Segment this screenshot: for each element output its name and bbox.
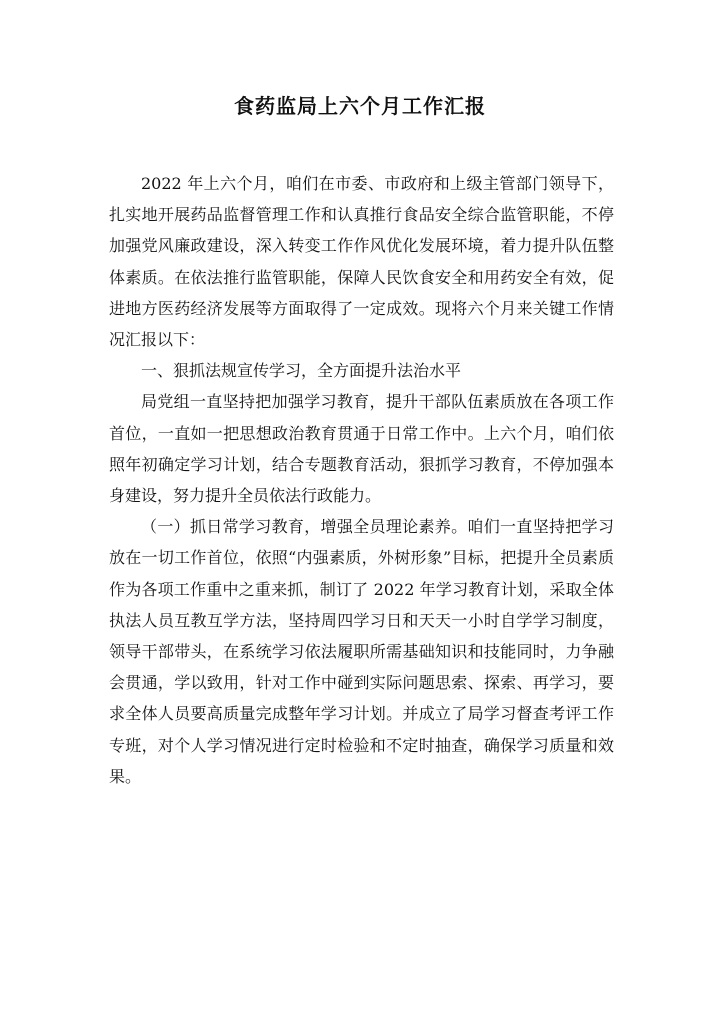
section-heading-1: 一、狠抓法规宣传学习，全方面提升法治水平: [141, 361, 462, 381]
document-title: 食药监局上六个月工作汇报: [234, 94, 486, 118]
section-1-paragraph: 局党组一直坚持把加强学习教育，提升干部队伍素质放在各项工作首位，一直如一把思想政治教育贯通于日常工作中。上六个月，咱们依照年初确定学习计划，结合专题教育活动，狠抓学习教育，不停加强本身建设，努力提升全员依法行政能力。: [109, 392, 614, 506]
subsection-1-paragraph: （一）抓日常学习教育，增强全员理论素养。咱们一直坚持把学习放在一切工作首位，依照“内强素质，外树形象”目标，把提升全员素质作为各项工作重中之重来抓，制订了 2022 年学习教育计划，采取全体执法人员互教互学方法，坚持周四学习日和天天一小时自学学习制度，领导干部带头，在系统学习依法履职所需基础知识和技能同时，力争融会贯通，学以致用，针对工作中碰到实际问题思索、探索、再学习，要求全体人员要高质量完成整年学习计划。并成立了局学习督查考评工作专班，对个人学习情况进行定时检验和不定时抽查，确保学习质量和效果。: [109, 517, 614, 786]
document-body: [109, 168, 614, 792]
intro-paragraph: 2022 年上六个月，咱们在市委、市政府和上级主管部门领导下，扎实地开展药品监督管理工作和认真推行食品安全综合监管职能，不停加强党风廉政建设，深入转变工作作风优化发展环境，着力提升队伍整体素质。在依法推行监管职能，保障人民饮食安全和用药安全有效，促进地方医药经济发展等方面取得了一定成效。现将六个月来关键工作情况汇报以下：: [109, 174, 614, 350]
